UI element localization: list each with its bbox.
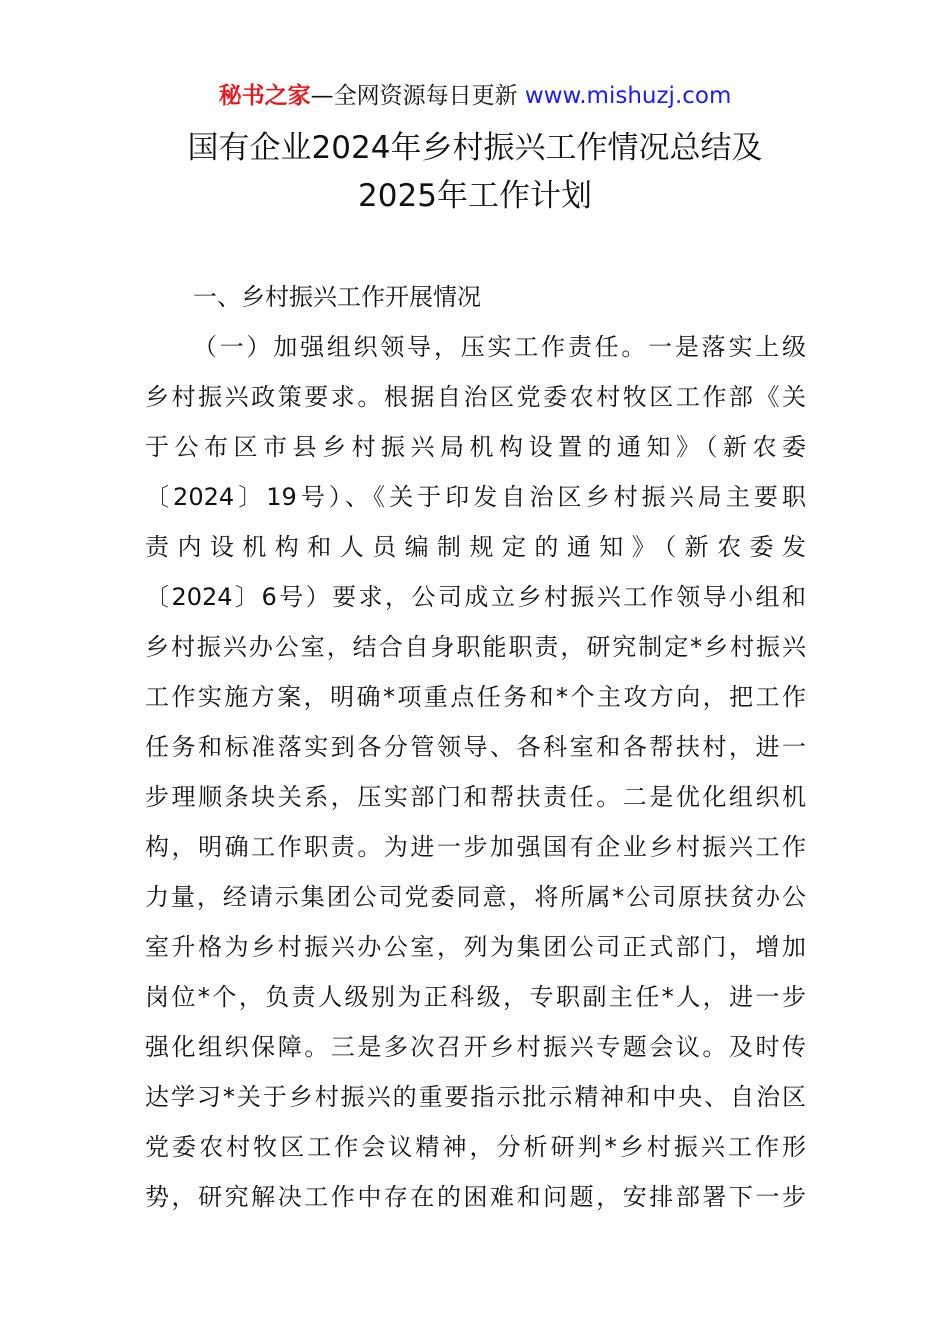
document-title-line-2: 2025年工作计划 [358,178,592,214]
document-title-line-1: 国有企业2024年乡村振兴工作情况总结及 [187,130,763,166]
site-tagline: —全网资源每日更新 [310,83,518,109]
paragraph-line: 强化组织保障。三是多次召开乡村振兴专题会议。及时传 [145,1033,806,1061]
site-brand: 秘书之家 [218,83,311,109]
paragraph-line: 任务和标准落实到各分管领导、各科室和各帮扶村，进一 [145,733,806,761]
section-heading: 一、乡村振兴工作开展情况 [193,283,481,311]
paragraph-line: 构，明确工作职责。为进一步加强国有企业乡村振兴工作 [145,833,806,861]
paragraph-line: （一）加强组织领导，压实工作责任。一是落实上级 [193,333,806,361]
paragraph-line: 乡村振兴政策要求。根据自治区党委农村牧区工作部《关 [145,383,806,411]
paragraph-line: 岗位*个，负责人级别为正科级，专职副主任*人，进一步 [145,983,806,1011]
paragraph-line: 〔2024〕6号）要求，公司成立乡村振兴工作领导小组和 [145,583,806,611]
paragraph-line: 力量，经请示集团公司党委同意，将所属*公司原扶贫办公 [145,883,806,911]
paragraph-line: 党委农村牧区工作会议精神，分析研判*乡村振兴工作形 [145,1133,806,1161]
paragraph-line: 工作实施方案，明确*项重点任务和*个主攻方向，把工作 [145,683,806,711]
paragraph-line: 于公布区市县乡村振兴局机构设置的通知》（新农委 [145,433,806,461]
paragraph-line: 〔2024〕19号）、《关于印发自治区乡村振兴局主要职 [145,483,806,511]
paragraph-line: 步理顺条块关系，压实部门和帮扶责任。二是优化组织机 [145,783,806,811]
site-header [0,80,950,112]
paragraph-line: 责内设机构和人员编制规定的通知》（新农委发 [145,533,806,561]
paragraph-line: 乡村振兴办公室，结合自身职能职责，研究制定*乡村振兴 [145,633,806,661]
site-url-link[interactable]: www.mishuzj.com [524,83,732,109]
paragraph-line: 势，研究解决工作中存在的困难和问题，安排部署下一步 [145,1183,806,1211]
paragraph-line: 达学习*关于乡村振兴的重要指示批示精神和中央、自治区 [145,1083,806,1111]
paragraph-line: 室升格为乡村振兴办公室，列为集团公司正式部门，增加 [145,933,806,961]
